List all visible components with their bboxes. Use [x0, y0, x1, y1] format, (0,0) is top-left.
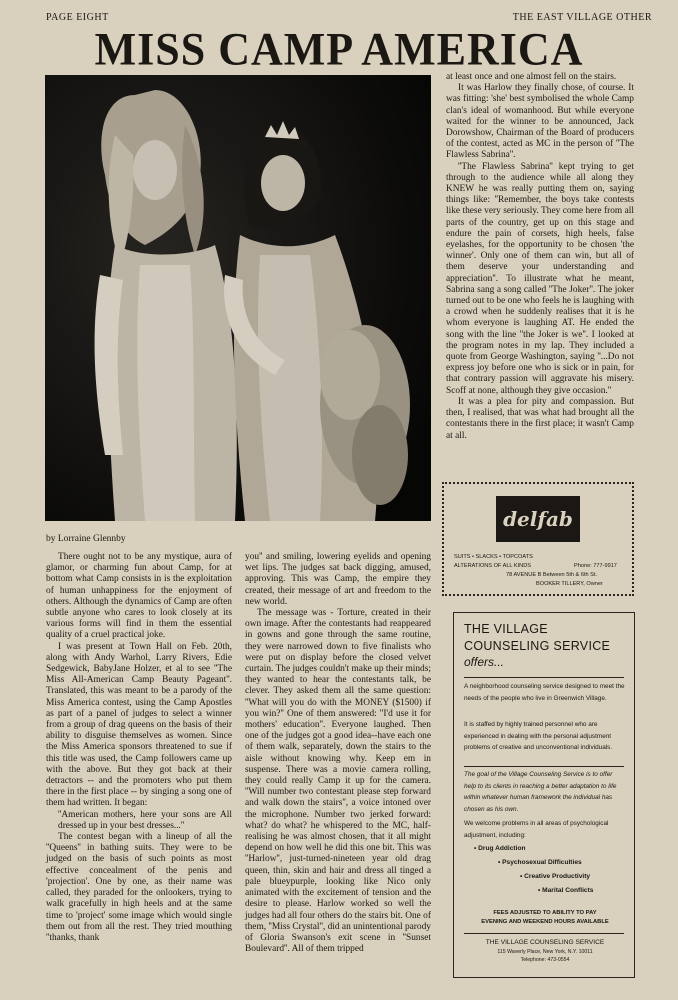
ad-title [464, 621, 610, 655]
article-photo [45, 75, 431, 521]
paragraph: you'' and smiling, lowering eyelids and opening wet lips. The judges sat back digging, amused, approving. This was Camp, the empire they created, their message of art and freedom to the new world. [245, 552, 431, 607]
ad-paragraph-3: The goal of the Village Counseling Service is to offer help to its clients in reaching a better adaptation to life within whatever human framework the individual has chosen as his own. [464, 771, 617, 813]
paragraph: It was a plea for pity and compassion. But then, I realised, that was what had brought all the contestants there in the first place; it wasn't Camp at all. [446, 396, 634, 441]
article-column-1 [46, 552, 232, 944]
divider [464, 933, 624, 934]
paragraph: There ought not to be any mystique, aura of glamor, or charming fun about Camp, for at bottom what Camp consists in is the exploitation of human unhappiness for the enjoyment of others. Although the dynamics of Camp are often subtle anyone who cares to look closely at its various forms will find in them the essential quality of a cruel practical joke. [46, 552, 232, 641]
delfab-owner: BOOKER TILLERY, Owner [536, 581, 603, 587]
divider [464, 766, 624, 767]
paragraph: The contest began with a lineup of all the ''Queens'' in bathing suits. They were to be judged on the basis of such points as most effective concealment of the penis and 'projection'. One by one, as their name was called, they paraded for the onlookers, trying to walk gracefully in high heels and at the same time to 'project' some image which would single them out from all the rest. They tried mouthing ''thanks, thank [46, 832, 232, 943]
ad-title-line-1: THE VILLAGE [464, 622, 548, 636]
service-item: • Creative Productivity [520, 873, 591, 880]
service-item: • Psychosexual Difficulties [498, 859, 582, 866]
village-counseling-advertisement [453, 612, 635, 978]
delfab-phone: Phone: 777-9917 [574, 563, 617, 569]
delfab-advertisement [442, 482, 634, 596]
fees-note: FEES ADJUSTED TO ABILITY TO PAY [493, 910, 597, 916]
footer-address: 115 Waverly Place, New York, N.Y. 10011 [497, 949, 593, 955]
service-item: • Marital Conflicts [538, 887, 594, 894]
ad-paragraph-4: We welcome problems in all areas of psychological adjustment, including: [464, 820, 609, 839]
page-number: PAGE EIGHT [46, 12, 109, 23]
delfab-services: SUITS • SLACKS • TOPCOATS [454, 554, 533, 560]
publication-name: THE EAST VILLAGE OTHER [512, 12, 652, 23]
paragraph: I was present at Town Hall on Feb. 20th, along with Andy Warhol, Larry Rivers, Edie Sedgewick, BabyJane Holzer, et al to see ''The Miss All-American Camp Beauty Pageant''. Translated, this was meant to be a parody of the Miss America contest, using the Camp Apostles as part of a panel of judges to select a winner from a group of drag queens on the basis of their ability to disguise themselves as women. Since the Miss America sponsors threatened to sue if this title was used, the Camp followers came up with the above. But they got back at their detractors -- and the promoters who put them there in the first place -- by singing a song one of them had written. It began: [46, 641, 232, 809]
article-column-3 [446, 72, 634, 442]
photo-two-drag-queens [45, 75, 431, 521]
song-quote: ''American mothers, here your sons are All dressed up in your best dresses...'' [58, 809, 232, 831]
ad-paragraph-1: A neighborhood counseling service designed to meet the needs of the people who live in Greenwich Village. [464, 683, 625, 702]
delfab-logo: delfab [496, 496, 580, 542]
delfab-alterations: ALTERATIONS OF ALL KINDS [454, 563, 531, 569]
footer-phone: Telephone: 473-0554 [520, 957, 570, 963]
ad-offers: offers... [464, 655, 505, 669]
headline: MISS CAMP AMERICA [94, 23, 584, 76]
byline: by Lorraine Glennby [46, 534, 126, 544]
service-item: • Drug Addiction [474, 845, 526, 852]
paragraph: The message was - Torture, created in their own image. After the contestants had reappeared in gowns and gone through the same routine, they were narrowed down to five finalists who were put on display before the closed velvet curtain. The judges couldn't make up their minds; they wanted to hear the contestants talk, be clever. They asked them all the same question: ''What will you do with the MONEY ($1500) if you win?'' One of them answered: ''I'd use it for mothers' education''. Everyone laughed. Then one of the judges got a good idea--have each one of them walk, separately, down the stairs to the aisle without knowing why. Keep em in suspense. There was a movie camera rolling, they could really Camp it up for the camera. ''Will number two contestant please step forward and walk down the stairs'', a voice intoned over the microphone. Number two jerked forward: what? do what? he whispered to the MC, half-realising he was almost chosen, that it all might depend on how well he did this one bit. This was ''Harlow'', just-turned-nineteen year old drag queen, thin, skin and hair and dress all tinged a pale blueypurple, looking like Nico only animated with the excitement of tension and the desire to please. Harlow worked so well the judges had all four others do the stairs bit. One of them, ''Miss Crystal'', did an unintentional parody of Gloria Swanson's exit scene in ''Sunset Boulevard''. All of them tripped [245, 608, 431, 955]
divider [464, 677, 624, 678]
footer-name: THE VILLAGE COUNSELING SERVICE [485, 939, 605, 946]
ad-paragraph-2: It is staffed by highly trained personnel who are experienced in dealing with the personal adjustment problems of creative and unconventional individuals. [464, 721, 613, 752]
ad-title-line-2: COUNSELING SERVICE [464, 639, 611, 653]
hours-note: EVENING AND WEEKEND HOURS AVAILABLE [481, 919, 609, 925]
paragraph: ''The Flawless Sabrina'' kept trying to get through to the audience while all along they KNEW he was really putting them on, saying things like: ''Remember, the boys take contests like these very seriously. They come here from all parts of the country, get up on this stage and endure the pain of corsets, high heels, false eyelashes, for the opportunity to be chosen 'the winner'. Only one of them can win, but all of them deserve your understanding and appreciation''. To illustrate what he meant, Sabrina sang a song called ''The Joker''. The joker turned out to be one who feels he is laughing with a crowd when he suddenly realises that it is he whom everyone is laughing AT. He ended the song with the line ''the Joker is we''. I looked at the program notes in my lap. They included a quote from George Washington, saying ''...Do not express joy before one who is sick or in pain, for that contrary passion will aggravate his misery. Scoff at none, although they give occasion.'' [446, 161, 634, 396]
delfab-address: 78 AVENUE B Between 5th & 6th St. [506, 572, 598, 578]
paragraph: It was Harlow they finally chose, of course. It was fitting: 'she' best symbolised the whole Camp clan's ideal of womanhood. But while everyone waited for the winner to be announced, Jack Dorowshow, Chairman of the Board of producers of the contest, acted as MC in the person of ''The Flawless Sabrina''. [446, 83, 634, 161]
article-column-2 [245, 552, 431, 955]
paragraph: at least once and one almost fell on the stairs. [446, 72, 617, 82]
